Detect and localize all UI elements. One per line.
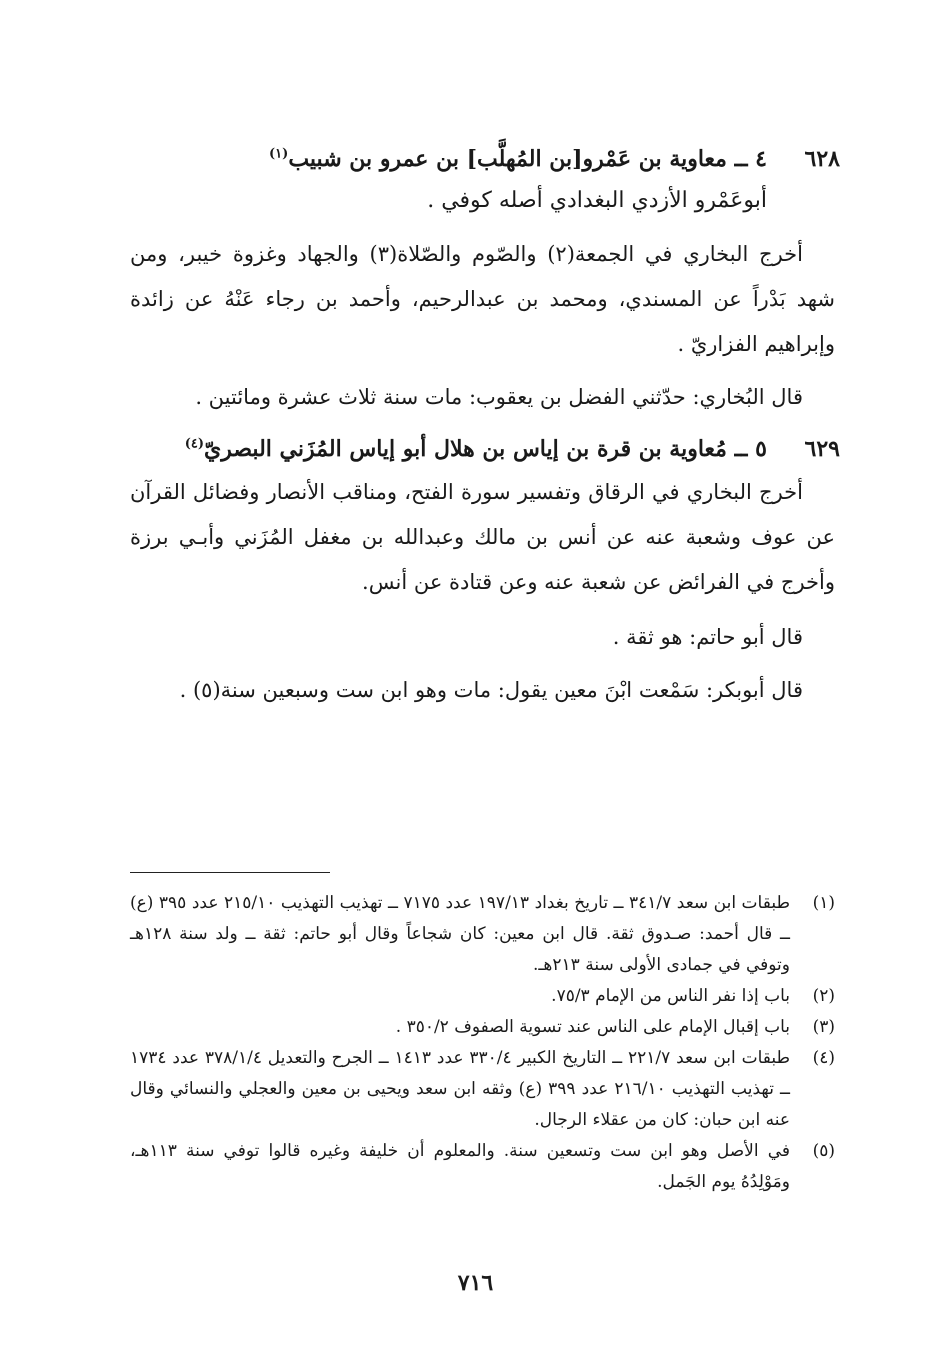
page-number: ٧١٦: [457, 1270, 494, 1296]
footnote-5: [130, 1136, 835, 1198]
entry-title: ٥ ــ مُعاوية بن قرة بن إياس بن هلال أبو إياس المُزَني البصريّ$^{(٤)}$: [184, 436, 767, 462]
entry-number: ٦٢٩: [804, 436, 840, 462]
entry-title: ٤ ــ معاوية بن عَمْرو[بن المُهلَّب] بن عمرو بن شبيب$^{(١)}$: [269, 146, 767, 172]
paragraph: قال أبو حاتم: هو ثقة .: [612, 625, 803, 649]
entry-number: ٦٢٨: [804, 146, 840, 172]
footnotes: [130, 888, 835, 1198]
footnote-text: في الأصل وهو ابن ست وتسعين سنة. والمعلوم أن خليفة وغيره قالوا توفي سنة ١١٣هـ، ومَوْلِدُهُ يوم الجَمل.: [130, 1141, 790, 1192]
footnote-mark: (٤): [812, 1048, 835, 1068]
footnote-text: باب إذا نفر الناس من الإمام ٧٥/٣.: [551, 986, 790, 1006]
main-text: [130, 138, 840, 721]
footnote-mark: (٥): [812, 1141, 835, 1161]
footnote-ref: (١): [269, 146, 289, 162]
footnote-text: طبقات ابن سعد ٣٤١/٧ ــ تاريخ بغداد ١٩٧/١٣ عدد ٧١٧٥ ــ تهذيب التهذيب ٢١٥/١٠ عدد ٣٩٥ (ع) ــ قال أحمد: صـدوق ثقة. قال ابن معين: كان شجاعاً وقال أبو حاتم: ثقة ــ ولد سنة ١٢٨هـ وتوفي في جمادى الأولى سنة ٢١٣هـ.: [130, 893, 790, 975]
paragraph: أخرج البخاري في الجمعة(٢) والصّوم والصّلاة(٣) والجهاد وغزوة خيبر، ومن شهد بَدْراً عن المسندي، ومحمد بن عبدالرحيم، وأحمد بن رجاء عَنْهُ عن زائدة وإبراهيم الفزاريّ .: [130, 242, 835, 356]
footnote-mark: (٢): [812, 986, 835, 1006]
footnote-1: [130, 888, 835, 981]
footnote-2: [130, 981, 835, 1012]
entry-subtitle: أبوعَمْرو الأزدي البغدادي أصله كوفي .: [427, 188, 767, 213]
entry-heading-628: [130, 138, 840, 222]
footnote-mark: (١): [812, 893, 835, 913]
footnote-text: باب إقبال الإمام على الناس عند تسوية الصفوف ٣٥٠/٢ .: [395, 1017, 790, 1037]
paragraph: أخرج البخاري في الرقاق وتفسير سورة الفتح، ومناقب الأنصار وفضائل القرآن عن عوف وشعبة عنه عن أنس بن مالك وعبدالله بن مغفل المُزَني وأبـي برزة وأخرج في الفرائض عن شعبة عنه وعن قتادة عن أنس.: [130, 480, 835, 594]
footnote-ref: (٤): [184, 436, 204, 452]
footnote-mark: (٣): [812, 1017, 835, 1037]
footnote-3: [130, 1012, 835, 1043]
entry-heading-629: [130, 428, 840, 470]
paragraph: قال البُخاري: حدّثني الفضل بن يعقوب: مات سنة ثلاث عشرة ومائتين .: [195, 385, 803, 409]
footnote-4: [130, 1043, 835, 1136]
footnote-text: طبقات ابن سعد ٢٢١/٧ ــ التاريخ الكبير ٣٣٠/٤ عدد ١٤١٣ ــ الجرح والتعديل ٣٧٨/١/٤ عدد ١٧٣٤ ــ تهذيب التهذيب ٢١٦/١٠ عدد ٣٩٩ (ع) وثقه ابن سعد ويحيى بن معين والعجلي والنسائي وقال عنه ابن حبان: كان من عقلاء الرجال.: [130, 1048, 791, 1130]
footnote-divider: [130, 872, 330, 873]
paragraph: قال أبوبكر: سَمْعت ابْنَ معين يقول: مات وهو ابن ست وسبعين سنة(٥) .: [179, 678, 803, 702]
